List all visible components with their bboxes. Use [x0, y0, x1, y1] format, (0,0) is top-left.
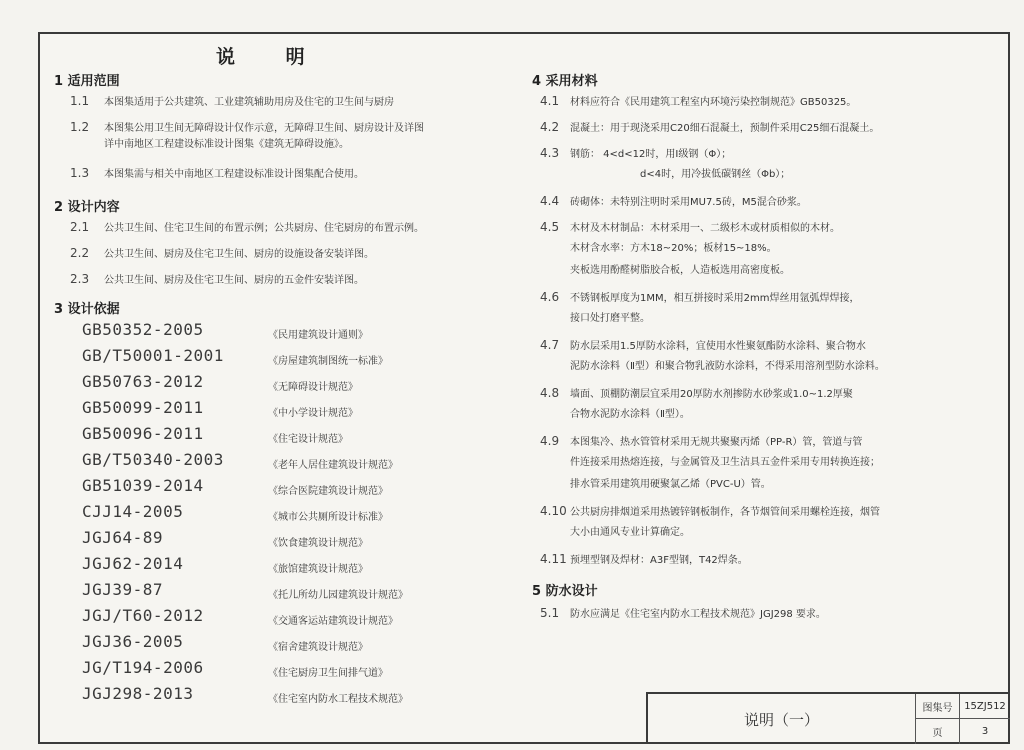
standard-name: 《住宅室内防水工程技术规范》: [268, 694, 408, 705]
list-item: 4.10 公共厨房排烟道采用热镀锌钢板制作，各节烟管间采用螺栓连接，烟管: [540, 504, 880, 518]
list-item: 4.7 防水层采用1.5厚防水涂料，宜使用水性聚氨酯防水涂料、聚合物水: [540, 338, 866, 352]
standard-name: 《宿舍建筑设计规范》: [268, 642, 368, 653]
standard-name: 《老年人居住建筑设计规范》: [268, 460, 398, 471]
drawing-sheet: [38, 32, 1010, 744]
standard-name: 《住宅设计规范》: [268, 434, 348, 445]
standard-name: 《中小学设计规范》: [268, 408, 358, 419]
list-item: 大小由通风专业计算确定。: [570, 527, 690, 538]
list-item: 1.3 本图集需与相关中南地区工程建设标准设计图集配合使用。: [70, 166, 364, 180]
section-heading-basis: 3 设计依据: [54, 302, 120, 317]
standard-code: GB/T50340-2003: [82, 450, 224, 469]
list-item: 4.3 钢筋： 4<d<12时，用Ⅰ级钢（Φ）；: [540, 146, 732, 160]
list-item: 4.5 木材及木材制品：木材采用一、二级杉木或材质相似的木材。: [540, 220, 840, 234]
standard-code: GB51039-2014: [82, 476, 204, 495]
list-item: 4.9 本图集冷、热水管管材采用无规共聚聚丙烯（PP-R）管，管道与管: [540, 434, 863, 448]
standard-code: JGJ298-2013: [82, 684, 194, 703]
list-item: 夹板选用酚醛树脂胶合板，人造板选用高密度板。: [570, 265, 790, 276]
atlas-number-label: 图集号: [916, 694, 960, 719]
page-number: 3: [981, 726, 989, 737]
standard-name: 《无障碍设计规范》: [268, 382, 358, 393]
standard-code: GB50099-2011: [82, 398, 204, 417]
section-heading-waterproofing: 5 防水设计: [532, 584, 598, 599]
list-item: 木材含水率：方木18~20%；板材15~18%。: [570, 243, 777, 254]
standard-code: JG/T194-2006: [82, 658, 204, 677]
standard-name: 《房屋建筑制图统一标准》: [268, 356, 388, 367]
standard-name: 《饮食建筑设计规范》: [268, 538, 368, 549]
standard-code: CJJ14-2005: [82, 502, 184, 521]
list-item: 4.11 预埋型钢及焊材：A3F型钢，T42焊条。: [540, 552, 748, 566]
standard-code: JGJ64-89: [82, 528, 164, 547]
list-item: 2.1 公共卫生间、住宅卫生间的布置示例；公共厨房、住宅厨房的布置示例。: [70, 220, 424, 234]
standard-name: 《托儿所幼儿园建筑设计规范》: [268, 590, 408, 601]
list-item: 4.4 砖砌体：未特别注明时采用MU7.5砖，M5混合砂浆。: [540, 194, 807, 208]
standard-code: JGJ36-2005: [82, 632, 184, 651]
section-heading-content: 2 设计内容: [54, 200, 120, 215]
page-label: 页: [916, 719, 960, 744]
title-block: [646, 692, 1010, 744]
standard-code: JGJ62-2014: [82, 554, 184, 573]
standard-name: 《交通客运站建筑设计规范》: [268, 616, 398, 627]
section-heading-materials: 4 采用材料: [532, 74, 598, 89]
page-title: 说 明: [216, 46, 327, 68]
list-item: 4.6 不锈钢板厚度为1MM，相互拼接时采用2mm焊丝用氩弧焊焊接，: [540, 290, 860, 304]
standard-name: 《城市公共厕所设计标准》: [268, 512, 388, 523]
list-item: 4.1 材料应符合《民用建筑工程室内环境污染控制规范》GB50325。: [540, 94, 857, 108]
standard-code: JGJ39-87: [82, 580, 164, 599]
list-item: 件连接采用热熔连接，与金属管及卫生洁具五金件采用专用转换连接；: [570, 457, 880, 468]
list-item: 排水管采用建筑用硬聚氯乙烯（PVC-U）管。: [570, 479, 771, 490]
standard-code: JGJ/T60-2012: [82, 606, 204, 625]
standard-code: GB/T50001-2001: [82, 346, 224, 365]
standard-name: 《住宅厨房卫生间排气道》: [268, 668, 388, 679]
list-item: 详中南地区工程建设标准设计图集《建筑无障碍设施》。: [104, 139, 349, 150]
standard-code: GB50763-2012: [82, 372, 204, 391]
list-item: 2.3 公共卫生间、厨房及住宅卫生间、厨房的五金件安装详图。: [70, 272, 364, 286]
list-item: d<4时，用冷拔低碳钢丝（Φb）；: [640, 169, 791, 180]
list-item: 接口处打磨平整。: [570, 313, 650, 324]
list-item: 合物水泥防水涂料（Ⅱ型）。: [570, 409, 690, 420]
standard-name: 《民用建筑设计通则》: [268, 330, 368, 341]
atlas-number-value: 15ZJ512: [960, 694, 1010, 719]
standard-code: GB50096-2011: [82, 424, 204, 443]
list-item: 2.2 公共卫生间、厨房及住宅卫生间、厨房的设施设备安装详图。: [70, 246, 374, 260]
section-heading-scope: 1 适用范围: [54, 74, 120, 89]
drawing-title: 说明（一）: [648, 694, 916, 744]
standard-name: 《旅馆建筑设计规范》: [268, 564, 368, 575]
list-item: 泥防水涂料（Ⅱ型）和聚合物乳液防水涂料，不得采用溶剂型防水涂料。: [570, 361, 885, 372]
standard-name: 《综合医院建筑设计规范》: [268, 486, 388, 497]
list-item: 5.1 防水应满足《住宅室内防水工程技术规范》JGJ298 要求。: [540, 606, 826, 620]
list-item: 1.2 本图集公用卫生间无障碍设计仅作示意，无障碍卫生间、厨房设计及详图: [70, 120, 424, 134]
standard-code: GB50352-2005: [82, 320, 204, 339]
list-item: 1.1 本图集适用于公共建筑、工业建筑辅助用房及住宅的卫生间与厨房: [70, 94, 394, 108]
list-item: 4.8 墙面、顶棚防潮层宜采用20厚防水剂掺防水砂浆或1.0~1.2厚聚: [540, 386, 853, 400]
list-item: 4.2 混凝土：用于现浇采用C20细石混凝土，预制件采用C25细石混凝土。: [540, 120, 880, 134]
